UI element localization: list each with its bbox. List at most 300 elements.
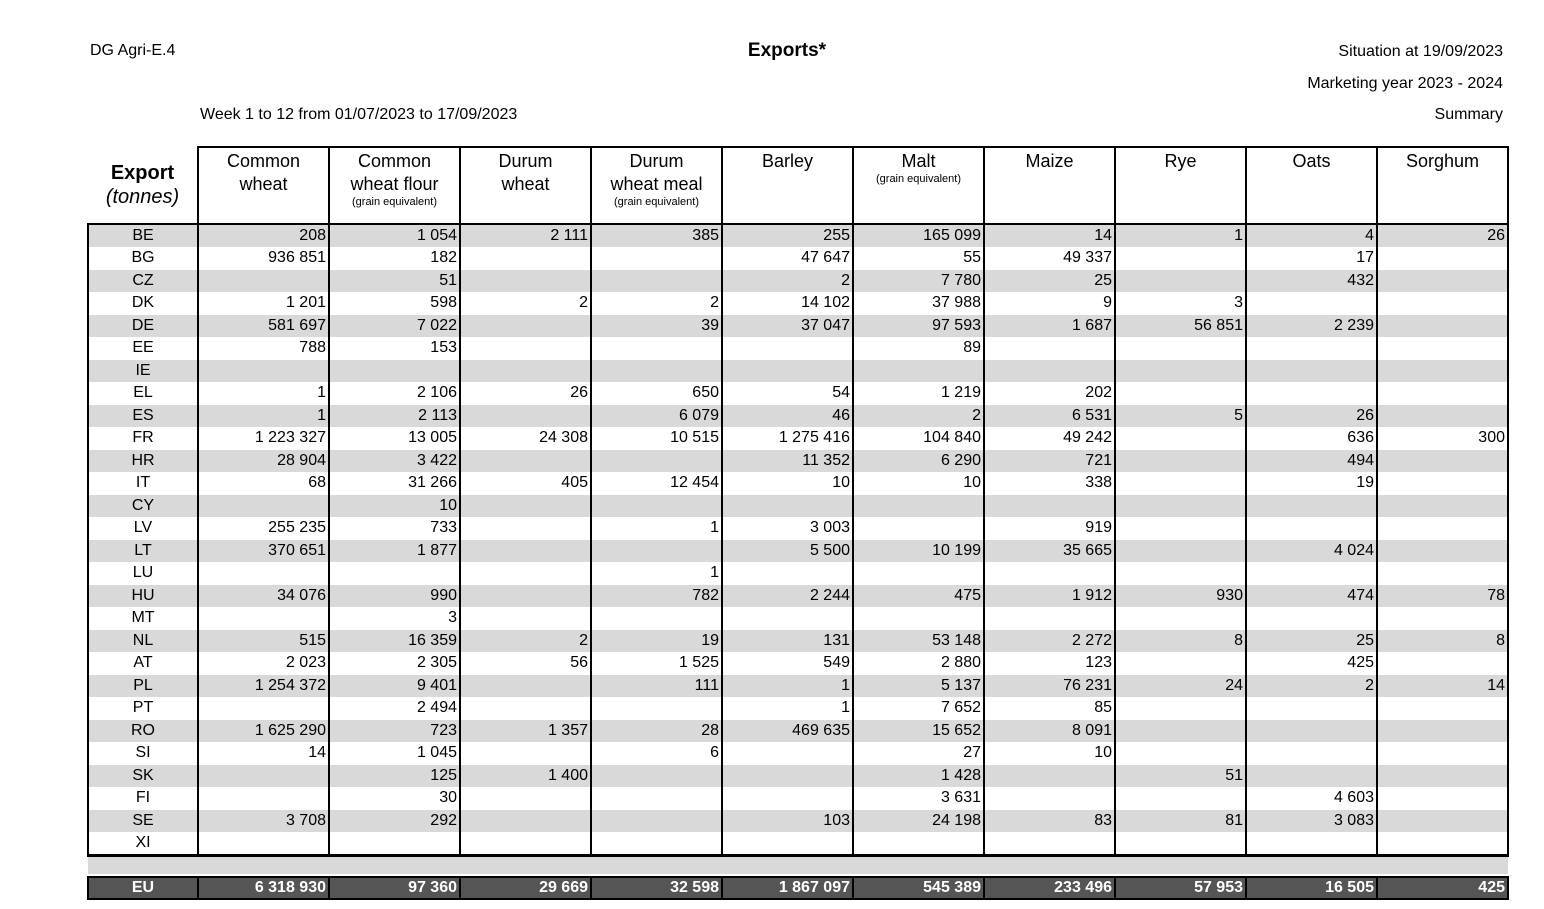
table-cell: 2 244 bbox=[722, 585, 853, 608]
country-code: CZ bbox=[88, 270, 198, 293]
table-cell bbox=[853, 832, 984, 856]
table-cell bbox=[1115, 495, 1246, 518]
table-cell bbox=[329, 832, 460, 856]
table-cell: 11 352 bbox=[722, 450, 853, 473]
table-row bbox=[88, 517, 1508, 540]
country-code: PT bbox=[88, 697, 198, 720]
table-cell bbox=[1377, 765, 1508, 788]
table-cell bbox=[591, 450, 722, 473]
country-code: FR bbox=[88, 427, 198, 450]
table-cell bbox=[1115, 742, 1246, 765]
table-cell: 1 054 bbox=[329, 224, 460, 247]
table-cell: 5 bbox=[1115, 405, 1246, 428]
table-cell bbox=[722, 742, 853, 765]
table-cell: 2 111 bbox=[460, 224, 591, 247]
table-cell: 83 bbox=[984, 810, 1115, 833]
table-cell bbox=[1246, 495, 1377, 518]
total-cell: 32 598 bbox=[591, 877, 722, 899]
table-cell: 30 bbox=[329, 787, 460, 810]
table-cell: 515 bbox=[198, 630, 329, 653]
table-row bbox=[88, 630, 1508, 653]
table-cell bbox=[329, 562, 460, 585]
table-cell bbox=[1377, 742, 1508, 765]
table-cell: 1 045 bbox=[329, 742, 460, 765]
table-cell bbox=[198, 360, 329, 383]
table-row bbox=[88, 652, 1508, 675]
table-row bbox=[88, 427, 1508, 450]
table-cell: 16 359 bbox=[329, 630, 460, 653]
table-cell: 25 bbox=[1246, 630, 1377, 653]
table-cell: 1 bbox=[198, 382, 329, 405]
table-cell: 5 137 bbox=[853, 675, 984, 698]
table-cell: 10 199 bbox=[853, 540, 984, 563]
country-code: DE bbox=[88, 315, 198, 338]
table-cell: 10 bbox=[853, 472, 984, 495]
table-cell bbox=[460, 337, 591, 360]
column-header bbox=[984, 147, 1115, 222]
table-cell bbox=[1377, 405, 1508, 428]
table-cell: 7 780 bbox=[853, 270, 984, 293]
country-code: DK bbox=[88, 292, 198, 315]
table-cell bbox=[984, 765, 1115, 788]
table-cell bbox=[1377, 472, 1508, 495]
table-cell: 598 bbox=[329, 292, 460, 315]
table-cell bbox=[1115, 787, 1246, 810]
table-cell: 723 bbox=[329, 720, 460, 743]
table-cell bbox=[1377, 810, 1508, 833]
table-row bbox=[88, 810, 1508, 833]
table-cell: 385 bbox=[591, 224, 722, 247]
table-cell: 37 047 bbox=[722, 315, 853, 338]
table-cell bbox=[722, 360, 853, 383]
table-cell bbox=[591, 337, 722, 360]
table-cell: 370 651 bbox=[198, 540, 329, 563]
table-cell: 405 bbox=[460, 472, 591, 495]
table-cell: 2 bbox=[853, 405, 984, 428]
table-cell bbox=[591, 810, 722, 833]
country-code: RO bbox=[88, 720, 198, 743]
corner-header bbox=[88, 147, 198, 222]
table-cell: 1 bbox=[591, 517, 722, 540]
table-cell: 2 880 bbox=[853, 652, 984, 675]
table-row bbox=[88, 697, 1508, 720]
table-row bbox=[88, 292, 1508, 315]
table-cell bbox=[460, 562, 591, 585]
table-cell: 153 bbox=[329, 337, 460, 360]
table-cell: 1 625 290 bbox=[198, 720, 329, 743]
table-cell: 1 275 416 bbox=[722, 427, 853, 450]
table-cell: 2 305 bbox=[329, 652, 460, 675]
table-cell bbox=[1377, 292, 1508, 315]
column-header-line1: Common bbox=[357, 151, 432, 171]
table-cell: 650 bbox=[591, 382, 722, 405]
country-code: LU bbox=[88, 562, 198, 585]
table-cell bbox=[722, 832, 853, 856]
table-cell: 474 bbox=[1246, 585, 1377, 608]
table-cell bbox=[1377, 832, 1508, 856]
column-header-line1: Maize bbox=[1025, 151, 1074, 171]
table-cell bbox=[1115, 247, 1246, 270]
table-cell: 103 bbox=[722, 810, 853, 833]
table-cell bbox=[722, 495, 853, 518]
country-code: SK bbox=[88, 765, 198, 788]
table-cell: 432 bbox=[1246, 270, 1377, 293]
table-cell bbox=[460, 810, 591, 833]
table-cell bbox=[722, 607, 853, 630]
table-cell bbox=[460, 517, 591, 540]
table-cell: 1 bbox=[722, 675, 853, 698]
table-cell bbox=[591, 787, 722, 810]
table-cell: 89 bbox=[853, 337, 984, 360]
table-cell bbox=[1377, 247, 1508, 270]
table-cell: 37 988 bbox=[853, 292, 984, 315]
table-cell: 51 bbox=[1115, 765, 1246, 788]
table-cell bbox=[1115, 607, 1246, 630]
table-cell bbox=[591, 697, 722, 720]
table-cell: 19 bbox=[1246, 472, 1377, 495]
column-header-line1: Common bbox=[226, 151, 301, 171]
table-cell bbox=[1115, 832, 1246, 856]
table-cell: 1 bbox=[198, 405, 329, 428]
table-cell bbox=[460, 675, 591, 698]
table-cell bbox=[722, 765, 853, 788]
column-header-line1: Oats bbox=[1292, 151, 1331, 171]
table-cell: 31 266 bbox=[329, 472, 460, 495]
table-cell bbox=[1115, 720, 1246, 743]
country-code: SI bbox=[88, 742, 198, 765]
column-header-note: (grain equivalent) bbox=[352, 196, 437, 208]
table-cell: 721 bbox=[984, 450, 1115, 473]
column-header-line1: Durum bbox=[498, 151, 553, 171]
table-cell: 13 005 bbox=[329, 427, 460, 450]
table-cell: 3 bbox=[1115, 292, 1246, 315]
table-cell bbox=[460, 540, 591, 563]
table-cell: 26 bbox=[1377, 224, 1508, 247]
table-cell: 3 bbox=[329, 607, 460, 630]
total-row bbox=[88, 877, 1508, 899]
country-code: EL bbox=[88, 382, 198, 405]
table-cell bbox=[1115, 450, 1246, 473]
table-cell: 56 851 bbox=[1115, 315, 1246, 338]
table-cell: 2 bbox=[460, 292, 591, 315]
table-cell: 208 bbox=[198, 224, 329, 247]
table-cell: 14 102 bbox=[722, 292, 853, 315]
table-cell bbox=[460, 247, 591, 270]
table-cell bbox=[198, 832, 329, 856]
table-cell bbox=[1115, 382, 1246, 405]
table-cell bbox=[853, 495, 984, 518]
table-cell: 12 454 bbox=[591, 472, 722, 495]
table-cell: 14 bbox=[198, 742, 329, 765]
total-label: EU bbox=[88, 877, 198, 899]
table-cell bbox=[591, 832, 722, 856]
table-cell bbox=[1115, 517, 1246, 540]
table-cell: 990 bbox=[329, 585, 460, 608]
table-cell: 3 083 bbox=[1246, 810, 1377, 833]
table-cell bbox=[1377, 495, 1508, 518]
table-row bbox=[88, 832, 1508, 856]
table-cell bbox=[1377, 517, 1508, 540]
table-row bbox=[88, 315, 1508, 338]
table-cell bbox=[1115, 270, 1246, 293]
table-cell: 6 079 bbox=[591, 405, 722, 428]
table-cell bbox=[198, 787, 329, 810]
column-header-line2: wheat bbox=[239, 174, 288, 194]
country-code: MT bbox=[88, 607, 198, 630]
table-cell: 6 531 bbox=[984, 405, 1115, 428]
country-code: BG bbox=[88, 247, 198, 270]
table-cell: 255 235 bbox=[198, 517, 329, 540]
table-cell bbox=[1246, 337, 1377, 360]
marketing-year: Marketing year 2023 - 2024 bbox=[1307, 75, 1503, 92]
table-cell: 4 603 bbox=[1246, 787, 1377, 810]
table-row bbox=[88, 765, 1508, 788]
table-cell: 17 bbox=[1246, 247, 1377, 270]
page-title: Exports* bbox=[747, 40, 827, 61]
corner-title: Export bbox=[110, 161, 175, 184]
table-cell: 494 bbox=[1246, 450, 1377, 473]
table-cell bbox=[722, 337, 853, 360]
table-cell bbox=[460, 495, 591, 518]
table-cell bbox=[198, 495, 329, 518]
table-cell: 5 500 bbox=[722, 540, 853, 563]
country-code: XI bbox=[88, 832, 198, 856]
table-row bbox=[88, 720, 1508, 743]
exports-table bbox=[87, 146, 1509, 900]
table-cell bbox=[1115, 540, 1246, 563]
table-cell: 2 bbox=[722, 270, 853, 293]
table-cell: 2 494 bbox=[329, 697, 460, 720]
table-cell: 10 bbox=[984, 742, 1115, 765]
table-cell: 1 254 372 bbox=[198, 675, 329, 698]
table-cell: 2 113 bbox=[329, 405, 460, 428]
table-cell bbox=[853, 360, 984, 383]
table-cell bbox=[198, 607, 329, 630]
total-cell: 1 867 097 bbox=[722, 877, 853, 899]
column-header-line1: Durum bbox=[629, 151, 684, 171]
table-cell: 10 bbox=[329, 495, 460, 518]
table-cell: 24 bbox=[1115, 675, 1246, 698]
table-cell bbox=[329, 360, 460, 383]
table-cell: 1 357 bbox=[460, 720, 591, 743]
total-cell: 233 496 bbox=[984, 877, 1115, 899]
country-code: CY bbox=[88, 495, 198, 518]
country-code: SE bbox=[88, 810, 198, 833]
table-cell bbox=[984, 360, 1115, 383]
table-cell: 3 708 bbox=[198, 810, 329, 833]
table-row bbox=[88, 337, 1508, 360]
column-header-note: (grain equivalent) bbox=[614, 196, 699, 208]
table-row bbox=[88, 450, 1508, 473]
table-cell: 123 bbox=[984, 652, 1115, 675]
table-cell: 35 665 bbox=[984, 540, 1115, 563]
table-cell: 10 bbox=[722, 472, 853, 495]
table-row bbox=[88, 585, 1508, 608]
table-cell: 4 024 bbox=[1246, 540, 1377, 563]
table-cell bbox=[984, 337, 1115, 360]
table-cell: 19 bbox=[591, 630, 722, 653]
table-cell: 15 652 bbox=[853, 720, 984, 743]
table-cell: 1 912 bbox=[984, 585, 1115, 608]
table-cell bbox=[198, 765, 329, 788]
table-cell bbox=[591, 540, 722, 563]
column-header-line2: wheat bbox=[501, 174, 550, 194]
country-code: ES bbox=[88, 405, 198, 428]
corner-unit: (tonnes) bbox=[105, 185, 180, 208]
country-code: EE bbox=[88, 337, 198, 360]
table-cell bbox=[198, 697, 329, 720]
table-row bbox=[88, 360, 1508, 383]
table-cell: 9 401 bbox=[329, 675, 460, 698]
country-code: HU bbox=[88, 585, 198, 608]
table-cell: 97 593 bbox=[853, 315, 984, 338]
table-cell: 27 bbox=[853, 742, 984, 765]
table-cell bbox=[591, 607, 722, 630]
table-row bbox=[88, 540, 1508, 563]
table-cell: 165 099 bbox=[853, 224, 984, 247]
department-label: DG Agri-E.4 bbox=[90, 42, 176, 59]
table-cell bbox=[460, 360, 591, 383]
table-cell bbox=[1377, 337, 1508, 360]
country-code: AT bbox=[88, 652, 198, 675]
table-cell bbox=[984, 562, 1115, 585]
table-cell: 49 337 bbox=[984, 247, 1115, 270]
table-cell bbox=[198, 562, 329, 585]
table-cell bbox=[1115, 427, 1246, 450]
table-cell bbox=[722, 787, 853, 810]
table-cell: 8 091 bbox=[984, 720, 1115, 743]
table-cell bbox=[1246, 697, 1377, 720]
table-cell: 6 bbox=[591, 742, 722, 765]
column-header-line2: wheat flour bbox=[350, 174, 439, 194]
table-cell: 25 bbox=[984, 270, 1115, 293]
table-cell bbox=[460, 450, 591, 473]
column-header bbox=[329, 147, 460, 222]
total-cell: 29 669 bbox=[460, 877, 591, 899]
table-cell: 1 201 bbox=[198, 292, 329, 315]
table-cell: 1 400 bbox=[460, 765, 591, 788]
table-cell: 782 bbox=[591, 585, 722, 608]
table-cell: 47 647 bbox=[722, 247, 853, 270]
table-cell: 7 652 bbox=[853, 697, 984, 720]
table-cell bbox=[1246, 292, 1377, 315]
table-cell: 936 851 bbox=[198, 247, 329, 270]
table-cell: 1 bbox=[1115, 224, 1246, 247]
table-cell: 85 bbox=[984, 697, 1115, 720]
table-cell bbox=[1377, 315, 1508, 338]
table-cell: 1 223 327 bbox=[198, 427, 329, 450]
table-cell: 2 239 bbox=[1246, 315, 1377, 338]
table-cell: 182 bbox=[329, 247, 460, 270]
summary-label: Summary bbox=[1434, 106, 1503, 123]
table-cell bbox=[460, 697, 591, 720]
table-cell: 68 bbox=[198, 472, 329, 495]
table-cell: 1 877 bbox=[329, 540, 460, 563]
table-cell bbox=[460, 405, 591, 428]
table-cell bbox=[1246, 720, 1377, 743]
table-cell bbox=[1377, 562, 1508, 585]
table-cell bbox=[1377, 607, 1508, 630]
week-range: Week 1 to 12 from 01/07/2023 to 17/09/2023 bbox=[200, 106, 518, 123]
table-row bbox=[88, 495, 1508, 518]
country-code: LV bbox=[88, 517, 198, 540]
table-cell: 24 198 bbox=[853, 810, 984, 833]
total-cell: 16 505 bbox=[1246, 877, 1377, 899]
table-cell: 78 bbox=[1377, 585, 1508, 608]
table-cell: 636 bbox=[1246, 427, 1377, 450]
table-cell bbox=[1377, 270, 1508, 293]
table-cell: 4 bbox=[1246, 224, 1377, 247]
column-header-line2: wheat meal bbox=[610, 174, 703, 194]
table-cell: 54 bbox=[722, 382, 853, 405]
country-code: HR bbox=[88, 450, 198, 473]
table-cell bbox=[1115, 697, 1246, 720]
table-cell bbox=[1246, 382, 1377, 405]
table-cell bbox=[853, 562, 984, 585]
table-cell: 2 023 bbox=[198, 652, 329, 675]
table-row bbox=[88, 405, 1508, 428]
table-cell bbox=[460, 742, 591, 765]
table-cell: 6 290 bbox=[853, 450, 984, 473]
table-cell: 919 bbox=[984, 517, 1115, 540]
total-cell: 425 bbox=[1377, 877, 1508, 899]
total-cell: 545 389 bbox=[853, 877, 984, 899]
table-cell bbox=[984, 787, 1115, 810]
table-cell: 49 242 bbox=[984, 427, 1115, 450]
table-row bbox=[88, 247, 1508, 270]
table-cell: 53 148 bbox=[853, 630, 984, 653]
table-row bbox=[88, 382, 1508, 405]
table-cell bbox=[1246, 832, 1377, 856]
table-cell bbox=[1246, 765, 1377, 788]
table-cell bbox=[591, 247, 722, 270]
country-code: NL bbox=[88, 630, 198, 653]
column-header bbox=[591, 147, 722, 222]
table-cell bbox=[984, 832, 1115, 856]
table-cell: 8 bbox=[1115, 630, 1246, 653]
table-cell: 338 bbox=[984, 472, 1115, 495]
table-cell bbox=[984, 607, 1115, 630]
column-header-line1: Barley bbox=[761, 151, 814, 171]
table-cell: 733 bbox=[329, 517, 460, 540]
column-header bbox=[1246, 147, 1377, 222]
table-cell: 76 231 bbox=[984, 675, 1115, 698]
table-cell: 2 bbox=[591, 292, 722, 315]
table-cell bbox=[1377, 382, 1508, 405]
table-cell bbox=[460, 832, 591, 856]
table-cell bbox=[460, 585, 591, 608]
table-cell: 51 bbox=[329, 270, 460, 293]
table-cell: 14 bbox=[1377, 675, 1508, 698]
table-cell bbox=[1115, 472, 1246, 495]
table-cell: 930 bbox=[1115, 585, 1246, 608]
table-cell: 81 bbox=[1115, 810, 1246, 833]
table-cell bbox=[460, 270, 591, 293]
situation-date: Situation at 19/09/2023 bbox=[1338, 43, 1503, 60]
table-cell: 125 bbox=[329, 765, 460, 788]
table-cell: 425 bbox=[1246, 652, 1377, 675]
table-cell bbox=[853, 607, 984, 630]
table-cell bbox=[591, 360, 722, 383]
table-cell: 202 bbox=[984, 382, 1115, 405]
table-cell: 55 bbox=[853, 247, 984, 270]
table-cell bbox=[984, 495, 1115, 518]
table-cell bbox=[1115, 360, 1246, 383]
table-cell bbox=[1246, 360, 1377, 383]
table-row bbox=[88, 472, 1508, 495]
table-cell: 1 bbox=[722, 697, 853, 720]
table-cell bbox=[1377, 720, 1508, 743]
